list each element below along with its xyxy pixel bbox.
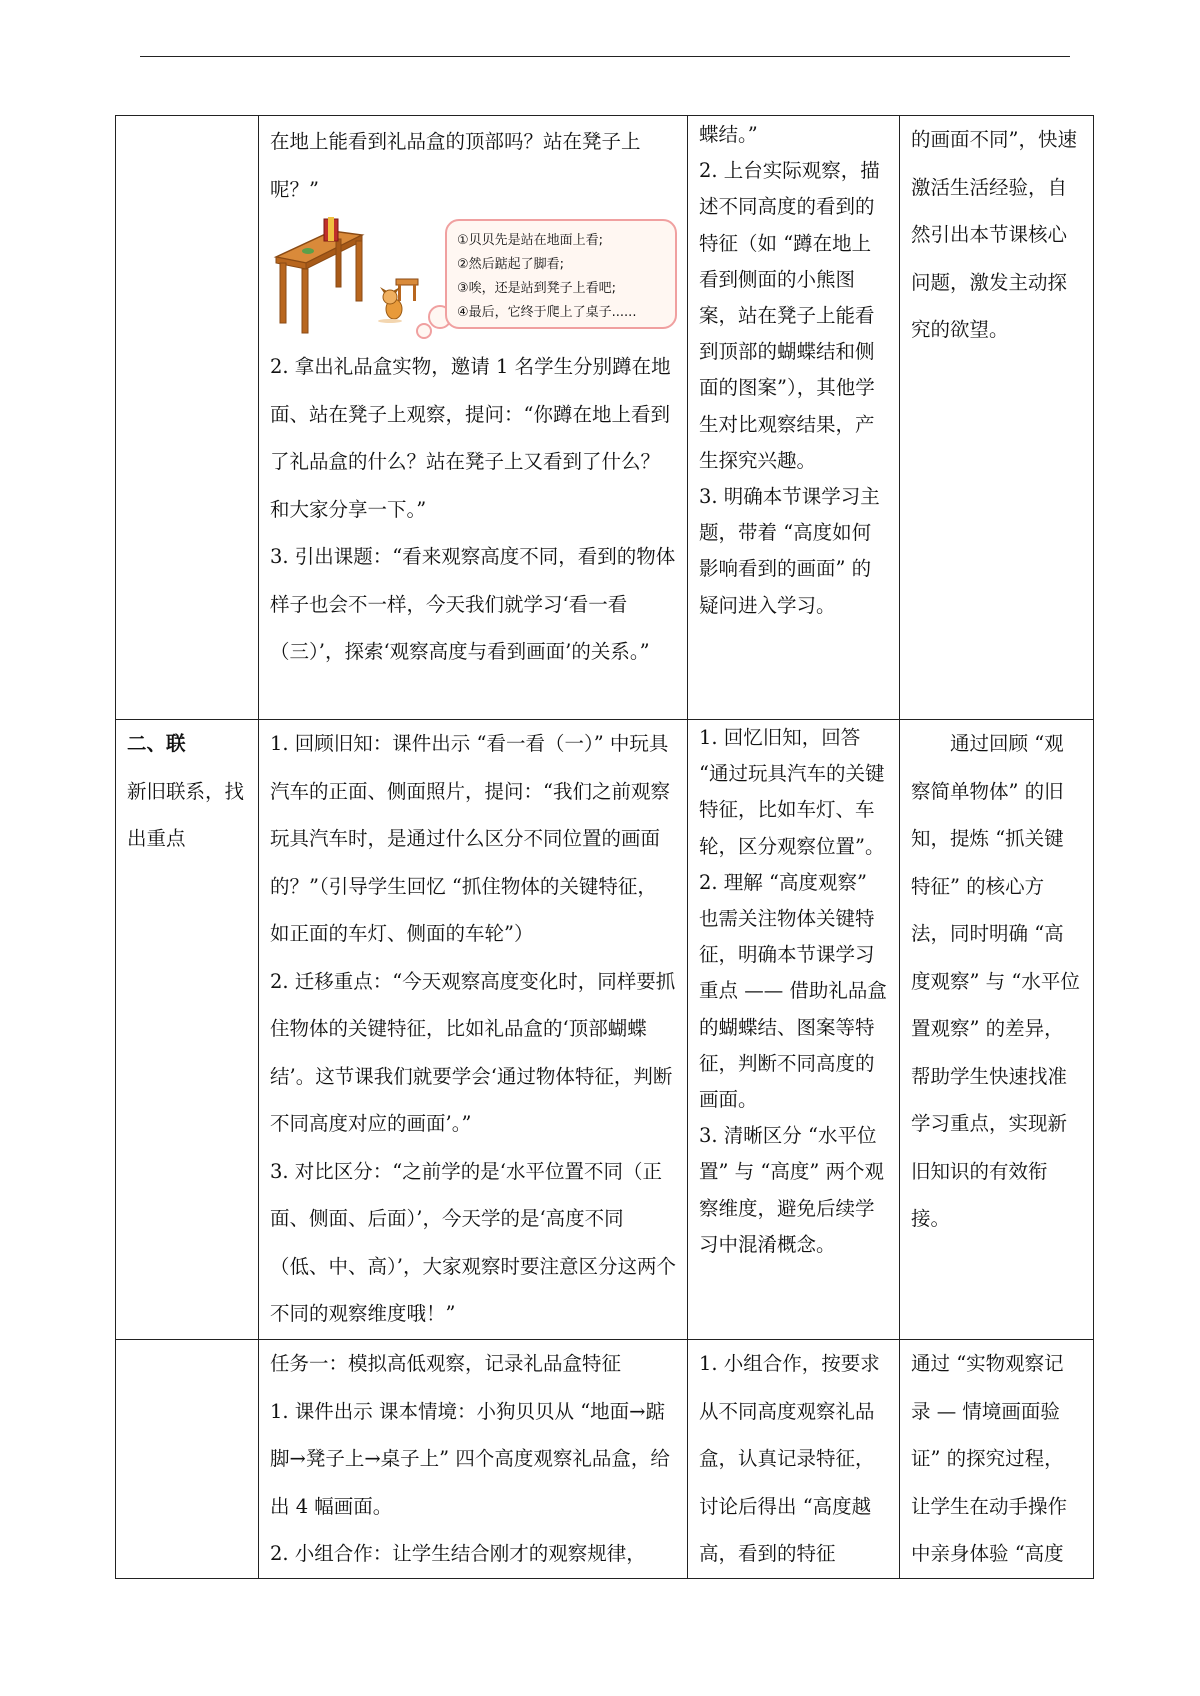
stage-subtitle: 新旧联系，找出重点 [127, 779, 245, 850]
student-text: 2. 理解 “高度观察” 也需关注物体关键特征，明确本节课学习重点 —— 借助礼品盒的蝴蝶结、图案等特征，判断不同高度的画面。 [699, 870, 887, 1112]
intent-text: 的画面不同”，快速激活生活经验，自然引出本节课核心问题，激发主动探究的欲望。 [911, 128, 1077, 341]
student-text: 1. 回忆旧知，回答 “通过玩具汽车的关键特征，比如车灯、车轮，区分观察位置”。 [699, 726, 885, 858]
student-text: 1. 小组合作，按要求从不同高度观察礼品盒，认真记录特征，讨论后得出 “高度越高，看到的特征 [699, 1352, 880, 1565]
bubble-line: ④最后，它终于爬上了桌子...... [457, 305, 637, 320]
teacher-text: 2. 小组合作：让学生结合刚才的观察规律， [270, 1542, 646, 1565]
teacher-text: 3. 对比区分：“之前学的是‘水平位置不同（正面、侧面、后面）’，今天学的是‘高度不同（低、中、高）’，大家观察时要注意区分这两个不同的观察维度哦！” [270, 1159, 676, 1325]
header-rule [140, 56, 1070, 57]
table-row [116, 116, 1094, 720]
student-text: 3. 明确本节课学习主题，带着 “高度如何影响看到的画面” 的疑问进入学习。 [699, 485, 880, 617]
teacher-activity-cell [259, 116, 688, 720]
student-activity-cell [688, 116, 900, 720]
design-intent-cell [900, 1340, 1094, 1579]
stage-cell [116, 116, 259, 720]
teacher-activity-cell [259, 720, 688, 1340]
textbook-illustration [270, 217, 676, 339]
teacher-text: 1. 课件出示 课本情境：小狗贝贝从 “地面→踮脚→凳子上→桌子上” 四个高度观察礼品盒，给出 4 幅画面。 [270, 1399, 670, 1518]
thought-bubble-tail [416, 323, 432, 339]
stage-cell [116, 720, 259, 1340]
bubble-line: ③唉，还是站到凳子上看吧; [457, 281, 617, 296]
stage-cell [116, 1340, 259, 1579]
teacher-text: 2. 拿出礼品盒实物，邀请 1 名学生分别蹲在地面、站在凳子上观察，提问：“你蹲在地上看到了礼品盒的什么？站在凳子上又看到了什么？和大家分享一下。” [270, 355, 671, 521]
student-text: 蝶结。” [699, 123, 758, 146]
thought-bubble [445, 219, 677, 329]
bubble-line: ①贝贝先是站在地面上看; [457, 233, 604, 248]
table-row [116, 720, 1094, 1340]
design-intent-cell [900, 720, 1094, 1340]
table-row [116, 1340, 1094, 1579]
intent-text: 通过回顾 “观察简单物体” 的旧知，提炼 “抓关键特征” 的核心方法，同时明确 “高度观察” 与 “水平位置观察” 的差异，帮助学生快速找准学习重点，实现新旧知识的有效衔接。 [911, 732, 1080, 1230]
teacher-text: 2. 迁移重点：“今天观察高度变化时，同样要抓住物体的关键特征，比如礼品盒的‘顶部蝴蝶结’。这节课我们就要学会‘通过物体特征，判断不同高度对应的画面’。” [270, 969, 676, 1135]
student-activity-cell [688, 1340, 900, 1579]
stage-title: 二、联 [127, 732, 186, 755]
teacher-text: 1. 回顾旧知：课件出示 “看一看（一）” 中玩具汽车的正面、侧面照片，提问：“我们之前观察玩具汽车时，是通过什么区分不同位置的画面的？”（引导学生回忆 “抓住物体的关键特征，如正面的车灯、侧面的车轮”） [270, 732, 670, 945]
intent-text: 通过 “实物观察记录 — 情境画面验证” 的探究过程，让学生在动手操作中亲身体验 “高度 [911, 1352, 1068, 1565]
task-title: 任务一：模拟高低观察，记录礼品盒特征 [270, 1352, 622, 1375]
teacher-text: 在地上能看到礼品盒的顶部吗？站在凳子上呢？” [270, 130, 641, 201]
student-text: 3. 清晰区分 “水平位置” 与 “高度” 两个观察维度，避免后续学习中混淆概念。 [699, 1124, 885, 1256]
bubble-line: ②然后踮起了脚看; [457, 257, 565, 272]
teacher-text: 3. 引出课题：“看来观察高度不同，看到的物体样子也会不一样，今天我们就学习‘看一看（三）’，探索‘观察高度与看到画面’的关系。” [270, 545, 676, 663]
design-intent-cell [900, 116, 1094, 720]
teacher-activity-cell [259, 1340, 688, 1579]
lesson-plan-table [115, 115, 1094, 1579]
student-text: 2. 上台实际观察，描述不同高度的看到的特征（如 “蹲在地上看到侧面的小熊图案，站在凳子上能看到顶部的蝴蝶结和侧面的图案”），其他学生对比观察结果，产生探究兴趣。 [699, 159, 880, 472]
student-activity-cell [688, 720, 900, 1340]
